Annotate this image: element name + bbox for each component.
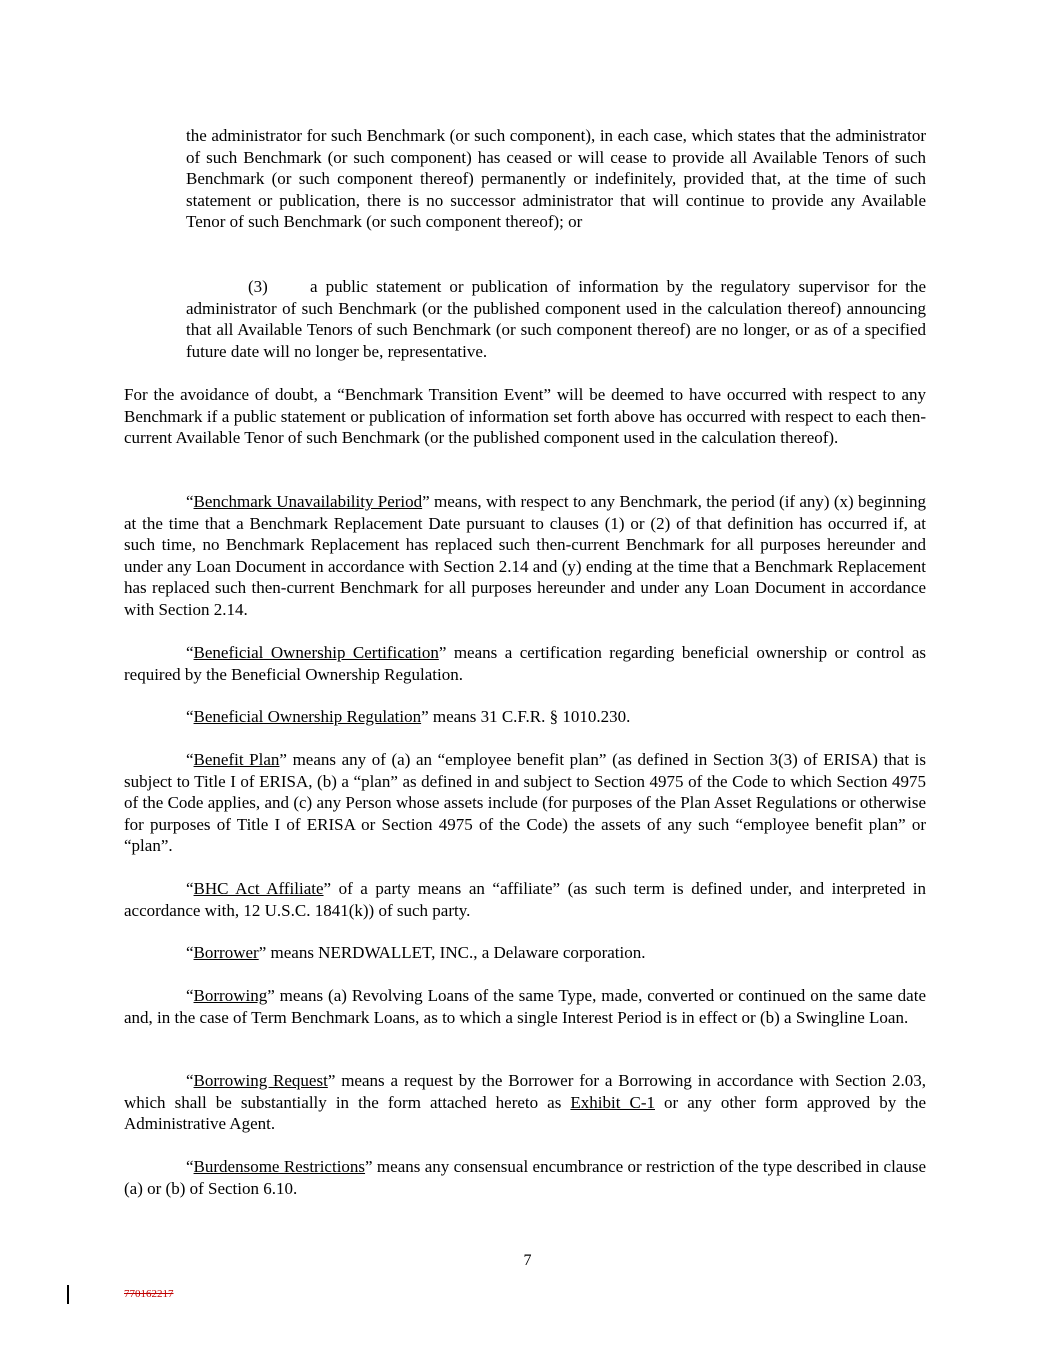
definition-text bbox=[124, 706, 926, 728]
definition-body: ” means any of (a) an “employee benefit plan” (as defined in Section 3(3) of ERISA) that is subject to Title I of ERISA, (b) a “plan” as defined in and subject to Section 4975 of the Code to which Section 4975 of the Code applies, and (c) any Person whose assets include (for purposes of the Plan Asset Regulations or otherwise for purposes of Title I of ERISA or Section 4975 of the Code) the assets of any such “employee benefit plan” or “plan”. bbox=[124, 750, 927, 856]
open-quote: “ bbox=[186, 879, 194, 898]
definition-body: ” of a party means an “affiliate” (as such term is defined under, and interpreted in accordance with, 12 U.S.C. 1841(k)) of such party. bbox=[124, 879, 926, 920]
definition-text bbox=[124, 642, 926, 685]
definition-text bbox=[124, 985, 926, 1028]
definition-benchmark-unavailability-period bbox=[124, 491, 926, 621]
definition-body: ” means (a) Revolving Loans of the same Type, made, converted or continued on the same date and, in the case of Term Benchmark Loans, as to which a single Interest Period is in effect or (b) a Swingline Loan. bbox=[124, 986, 926, 1027]
open-quote: “ bbox=[186, 1157, 194, 1176]
defined-term: Benefit Plan bbox=[193, 750, 280, 769]
paragraph-text: For the avoidance of doubt, a “Benchmark Transition Event” will be deemed to have occurred with respect to any Benchmark if a public statement or publication of information set forth above has occurred with respect to each then-current Available Tenor of such Benchmark (or the published component used in the calculation thereof). bbox=[124, 385, 926, 448]
clause-number: (3) bbox=[248, 277, 268, 296]
open-quote: “ bbox=[186, 750, 194, 769]
change-bar bbox=[67, 1285, 69, 1304]
open-quote: “ bbox=[186, 492, 194, 511]
definition-beneficial-ownership-regulation bbox=[124, 706, 926, 728]
definition-body: ” means a certification regarding beneficial ownership or control as required by the Beneficial Ownership Regulation. bbox=[124, 643, 926, 684]
open-quote: “ bbox=[186, 986, 194, 1005]
definition-text bbox=[124, 942, 926, 964]
document-id: 770162217 bbox=[124, 1288, 174, 1300]
definition-borrowing-request bbox=[124, 1070, 926, 1135]
definition-body: ” means a request by the Borrower for a Borrowing in accordance with Section 2.03, which shall be substantially in the form attached hereto as bbox=[124, 1071, 926, 1112]
clause-3-text bbox=[186, 276, 926, 362]
exhibit-reference: Exhibit C-1 bbox=[570, 1092, 655, 1112]
defined-term: Benchmark Unavailability Period bbox=[193, 492, 423, 511]
defined-term: Beneficial Ownership Regulation bbox=[193, 707, 422, 726]
definition-bhc-act-affiliate bbox=[124, 878, 926, 921]
open-quote: “ bbox=[186, 1071, 194, 1090]
definition-body: ” means NERDWALLET, INC., a Delaware corporation. bbox=[258, 943, 646, 962]
defined-term: Borrower bbox=[193, 943, 259, 962]
definition-text bbox=[124, 878, 926, 921]
defined-term: Borrowing bbox=[193, 986, 268, 1005]
open-quote: “ bbox=[186, 943, 194, 962]
paragraph-administrator-cessation bbox=[124, 125, 926, 233]
definition-text bbox=[124, 1156, 926, 1199]
defined-term: BHC Act Affiliate bbox=[193, 879, 324, 898]
paragraph-avoidance-of-doubt bbox=[124, 384, 926, 449]
definition-benefit-plan bbox=[124, 749, 926, 857]
definition-body-end: or any other form approved by the Administrative Agent. bbox=[124, 1092, 927, 1134]
definition-beneficial-ownership-certification bbox=[124, 642, 926, 685]
open-quote: “ bbox=[186, 707, 194, 726]
definition-body: ” means any consensual encumbrance or restriction of the type described in clause (a) or (b) of Section 6.10. bbox=[124, 1157, 926, 1198]
page-number: 7 bbox=[523, 1252, 532, 1269]
open-quote: “ bbox=[186, 643, 194, 662]
definition-borrower bbox=[124, 942, 926, 964]
definition-text bbox=[124, 491, 926, 621]
definition-text bbox=[124, 749, 926, 857]
defined-term: Borrowing Request bbox=[193, 1071, 328, 1090]
paragraph-clause-3 bbox=[124, 276, 926, 362]
definition-body: ” means 31 C.F.R. § 1010.230. bbox=[421, 707, 631, 726]
definition-borrowing bbox=[124, 985, 926, 1028]
clause-body: a public statement or publication of information by the regulatory supervisor for the administrator of such Benchmark (or the published component used in the calculation thereof) announcing that all Available Tenors of such Benchmark (or such component thereof) are no longer, or as of a specified future date will no longer be, representative. bbox=[186, 277, 926, 361]
defined-term: Beneficial Ownership Certification bbox=[193, 643, 439, 662]
definition-burdensome-restrictions bbox=[124, 1156, 926, 1199]
definition-text bbox=[124, 1070, 926, 1135]
definition-body: ” means, with respect to any Benchmark, the period (if any) (x) beginning at the time that a Benchmark Replacement Date pursuant to clauses (1) or (2) of that definition has occurred if, at such time, no Benchmark Replacement has replaced such then-current Benchmark for all purposes hereunder and under any Loan Document in accordance with Section 2.14 and (y) ending at the time that a Benchmark Replacement has replaced such then-current Benchmark for all purposes hereunder and under any Loan Document in accordance with Section 2.14. bbox=[124, 492, 926, 619]
defined-term: Burdensome Restrictions bbox=[193, 1157, 366, 1176]
paragraph-text: the administrator for such Benchmark (or such component), in each case, which states that the administrator of such Benchmark (or such component) has ceased or will cease to provide all Available Tenors of such Benchmark (or such component thereof) permanently or indefinitely, provided that, at the time of such statement or publication, there is no successor administrator that will continue to provide any Available Tenor of such Benchmark (or such component thereof); or bbox=[186, 126, 926, 232]
